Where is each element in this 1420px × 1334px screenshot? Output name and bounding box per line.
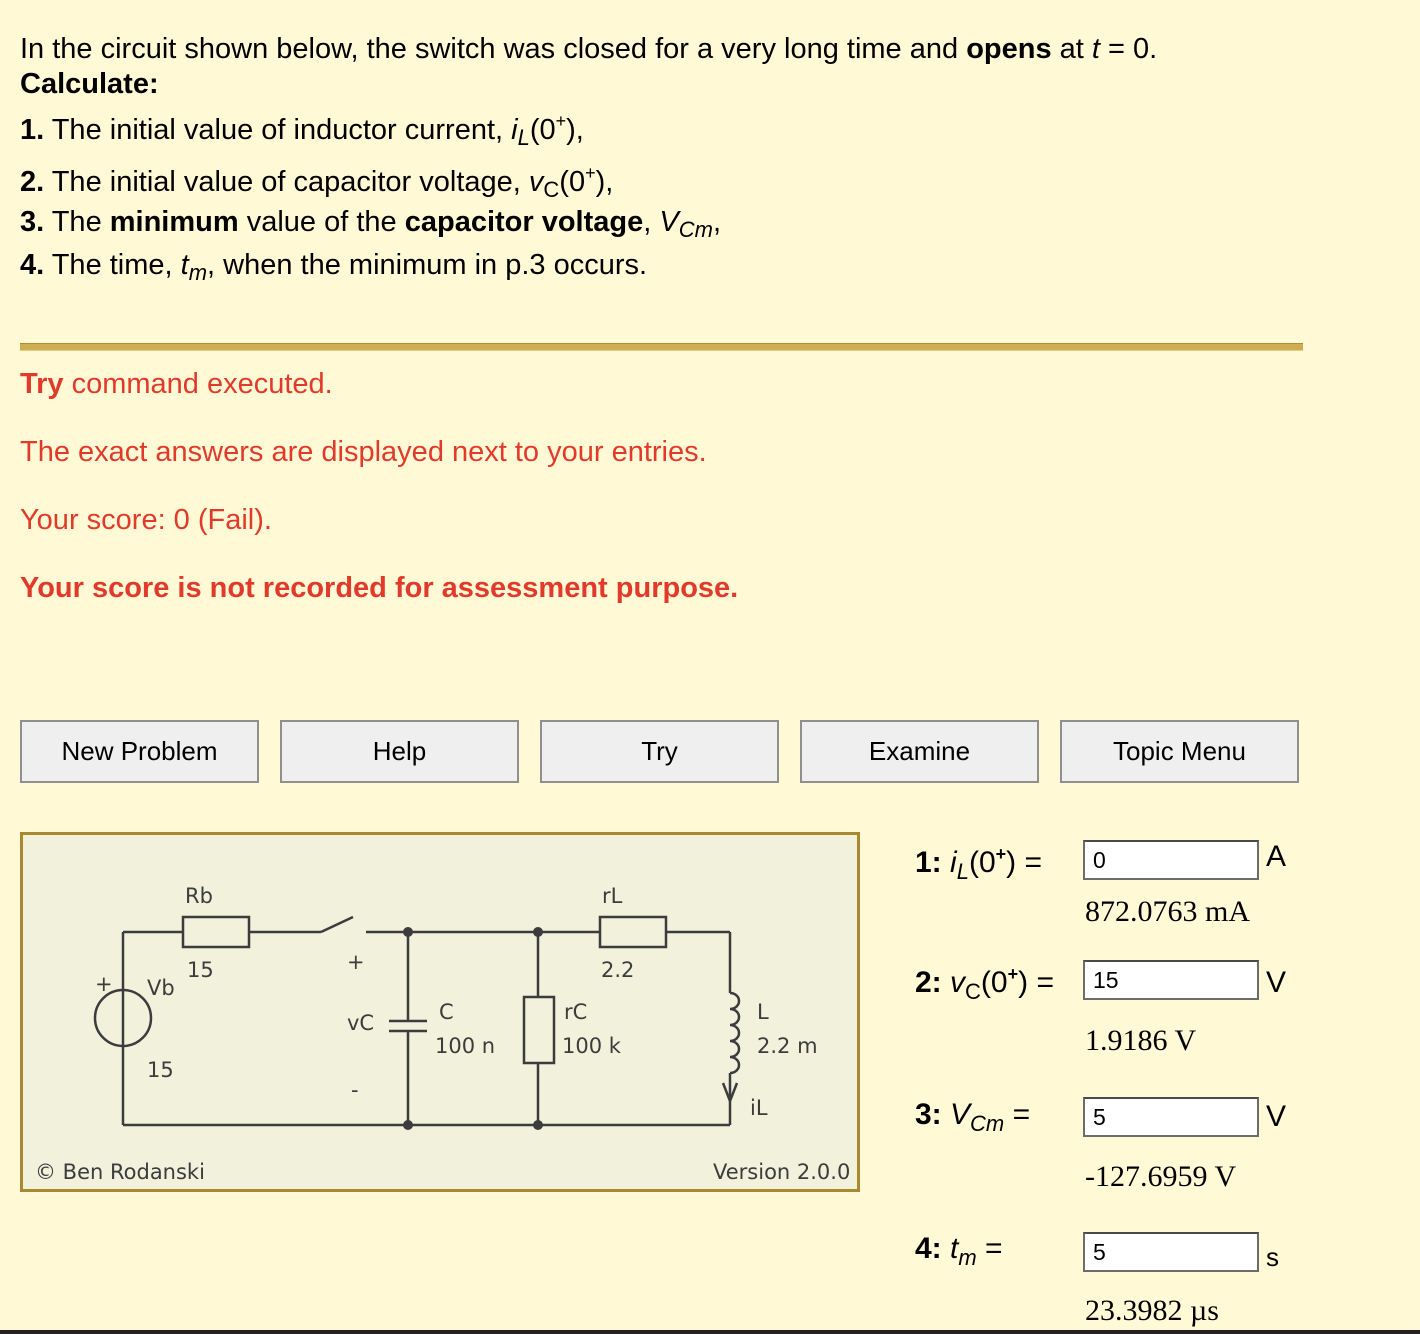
not-recorded-warning: Your score is not recorded for assessment purpose. xyxy=(20,572,739,604)
bottom-border xyxy=(0,1330,1420,1334)
rl-value: 2.2 xyxy=(601,958,635,982)
exact-answers-note: The exact answers are displayed next to your entries. xyxy=(20,436,707,468)
rl-label: rL xyxy=(602,884,623,908)
circuit-schematic xyxy=(23,835,857,1189)
answer-4-input[interactable] xyxy=(1083,1232,1259,1272)
l-value: 2.2 m xyxy=(757,1034,818,1058)
question-item-3: 3. The minimum value of the capacitor voltage, $V_{Cm}$, xyxy=(20,206,721,242)
node-dot xyxy=(403,927,413,937)
copyright: © Ben Rodanski xyxy=(35,1160,205,1184)
resistor-rc xyxy=(524,997,554,1063)
answer-3-label: 3: $V_{Cm}$ = xyxy=(915,1098,1031,1136)
answer-2-input[interactable] xyxy=(1083,960,1259,1000)
calculate-heading: Calculate: xyxy=(20,68,159,100)
question-intro: In the circuit shown below, the switch was closed for a very long time and opens at t = 0. xyxy=(20,33,1158,65)
answer-1-exact: 872.0763 mA xyxy=(1085,895,1250,928)
answer-3-exact: -127.6959 V xyxy=(1085,1160,1237,1193)
answer-3-input[interactable] xyxy=(1083,1097,1259,1137)
answer-1-input[interactable] xyxy=(1083,840,1259,880)
answer-4-unit: s xyxy=(1266,1242,1279,1272)
answer-4-exact: 23.3982 µs xyxy=(1085,1294,1219,1327)
inductor-coil xyxy=(730,993,739,1073)
vb-value: 15 xyxy=(147,1058,174,1082)
new-problem-button[interactable]: New Problem xyxy=(20,720,259,783)
rc-value: 100 k xyxy=(562,1034,621,1058)
circuit-diagram xyxy=(20,832,860,1192)
resistor-rb xyxy=(183,917,249,947)
vc-minus: - xyxy=(351,1078,359,1102)
question-item-4: 4. The time, $t_m$, when the minimum in p.3 occurs. xyxy=(20,249,648,285)
vb-label: Vb xyxy=(147,976,175,1000)
vc-plus: + xyxy=(347,950,365,974)
answer-4-label: 4: $t_m$ = xyxy=(915,1232,1003,1270)
resistor-rl xyxy=(600,917,666,947)
question-item-2: 2. The initial value of capacitor voltage, $v_C(0^+)$, xyxy=(20,163,614,202)
version: Version 2.0.0 xyxy=(713,1160,851,1184)
answer-3-unit: V xyxy=(1266,1100,1287,1133)
topic-menu-button[interactable]: Topic Menu xyxy=(1060,720,1299,783)
c-label: C xyxy=(439,1000,454,1024)
divider xyxy=(20,343,1303,351)
vc-label: vC xyxy=(347,1011,375,1035)
answer-1-unit: A xyxy=(1266,840,1287,873)
c-value: 100 n xyxy=(435,1034,496,1058)
source-plus: + xyxy=(95,972,113,996)
rb-value: 15 xyxy=(187,958,214,982)
answer-2-label: 2: $v_C(0^+)$ = xyxy=(915,964,1054,1004)
answer-1-label: 1: $i_L(0^+)$ = xyxy=(915,844,1043,884)
node-dot xyxy=(403,1120,413,1130)
answer-2-unit: V xyxy=(1266,966,1287,999)
il-label: iL xyxy=(750,1096,768,1120)
answer-2-exact: 1.9186 V xyxy=(1085,1024,1197,1057)
node-dot xyxy=(533,1120,543,1130)
help-button[interactable]: Help xyxy=(280,720,519,783)
try-button[interactable]: Try xyxy=(540,720,779,783)
node-dot xyxy=(533,927,543,937)
switch-blade xyxy=(321,917,353,932)
l-label: L xyxy=(757,1000,769,1024)
rc-label: rC xyxy=(564,1000,588,1024)
question-item-1: 1. The initial value of inductor current, $i_L(0^+)$, xyxy=(20,111,584,150)
examine-button[interactable]: Examine xyxy=(800,720,1039,783)
rb-label: Rb xyxy=(185,884,213,908)
score-text: Your score: 0 (Fail). xyxy=(20,504,272,536)
try-status: Try command executed. xyxy=(20,368,333,400)
